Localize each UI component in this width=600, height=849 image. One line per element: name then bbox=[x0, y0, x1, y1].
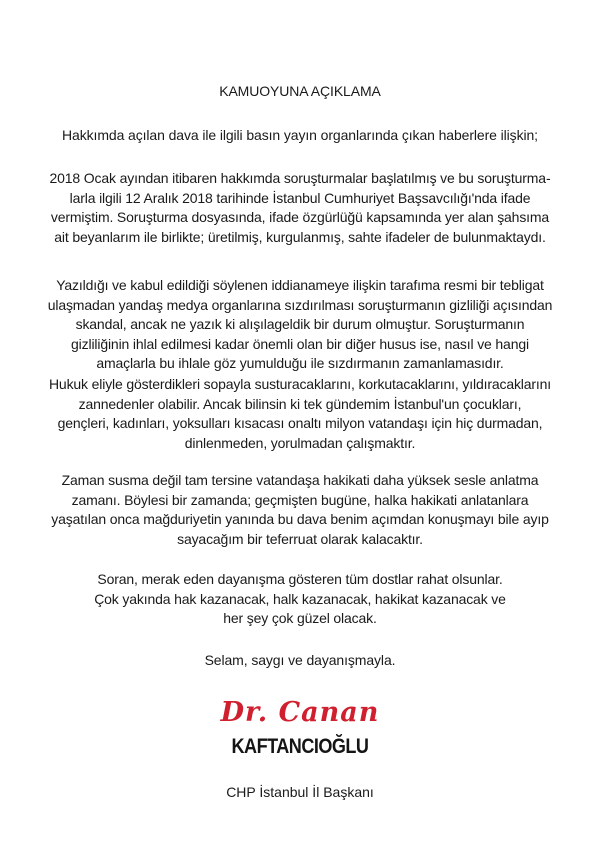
closing-line: Selam, saygı ve dayanışmayla. bbox=[204, 652, 396, 668]
paragraph-line: gizliliğinin ihlal edilmesi kadar önemli olan bir diğer husus ise, nasıl ve hangi bbox=[71, 335, 529, 352]
paragraph-line: 2018 Ocak ayından itibaren hakkımda soruşturmalar başlatılmış ve bu soruşturma- bbox=[49, 170, 551, 186]
paragraph-5 bbox=[0, 570, 600, 629]
signature-name: Dr. Canan bbox=[220, 697, 380, 728]
paragraph-3 bbox=[0, 375, 600, 453]
paragraph-line: Zaman susma değil tam tersine vatandaşa hakikati daha yüksek sesle anlatma bbox=[61, 472, 539, 488]
document-title: KAMUOYUNA AÇIKLAMA bbox=[219, 83, 381, 99]
paragraph-line: larla ilgili 12 Aralık 2018 tarihinde İstanbul Cumhuriyet Başsavcılığı'nda ifade bbox=[69, 189, 531, 206]
paragraph-line: dinlenmeden, yorulmadan çalışmaktır. bbox=[184, 434, 416, 451]
paragraph-line: zannedenler olabilir. Ancak bilinsin ki tek gündemim İstanbul'un çocukları, bbox=[78, 395, 522, 412]
paragraph-line: vermiştim. Soruşturma dosyasında, ifade özgürlüğü kapsamında yer alan şahsıma bbox=[50, 209, 550, 225]
paragraph-line: Hukuk eliyle gösterdikleri sopayla susturacaklarını, korkutacaklarını, yıldıracaklarını bbox=[48, 376, 552, 392]
paragraph-line: amaçlarla bu ihlale göz yumulduğu ile sızdırmanın zamanlamasıdır. bbox=[96, 355, 504, 371]
paragraph-line: zamanı. Böylesi bir zamanda; geçmişten bugüne, halka hakikati anlatanlara bbox=[71, 491, 529, 508]
paragraph-1 bbox=[0, 169, 600, 247]
paragraph-line: ulaşmadan yandaş medya organlarına sızdırılması soruşturmanın gizliliği açısından bbox=[47, 296, 553, 313]
paragraph-line: sayacağım bir teferruat olarak kalacaktır. bbox=[177, 530, 423, 547]
signature-surname: KAFTANCIOĞLU bbox=[231, 735, 369, 758]
paragraph-line: Yazıldığı ve kabul edildiği söylenen iddianameye ilişkin tarafıma resmi bir tebligat bbox=[56, 277, 544, 293]
paragraph-line: Çok yakında hak kazanacak, halk kazanacak, hakikat kazanacak ve bbox=[94, 590, 506, 607]
paragraph-2 bbox=[0, 276, 600, 374]
paragraph-line: gençleri, kadınları, yoksulları kısacası onaltı milyon vatandaşı için hiç durmadan, bbox=[57, 415, 543, 431]
paragraph-line: Soran, merak eden dayanışma gösteren tüm dostlar rahat olsunlar. bbox=[97, 571, 503, 587]
subject-line: Hakkımda açılan dava ile ilgili basın yayın organlarında çıkan haberlere ilişkin; bbox=[62, 127, 538, 143]
paragraph-line: skandal, ancak ne yazık ki alışılageldik bir durum olmuştur. Soruşturmanın bbox=[75, 316, 525, 332]
paragraph-4 bbox=[0, 471, 600, 549]
paragraph-line: yaşatılan onca mağduriyetin yanında bu dava benim açımdan konuşmayı bile ayıp bbox=[51, 511, 549, 527]
signature-role: CHP İstanbul İl Başkanı bbox=[226, 784, 374, 800]
paragraph-line: her şey çok güzel olacak. bbox=[223, 610, 377, 626]
paragraph-line: ait beyanlarım ile birlikte; üretilmiş, kurgulanmış, sahte ifadeler de bulunmaktaydı. bbox=[54, 228, 546, 245]
